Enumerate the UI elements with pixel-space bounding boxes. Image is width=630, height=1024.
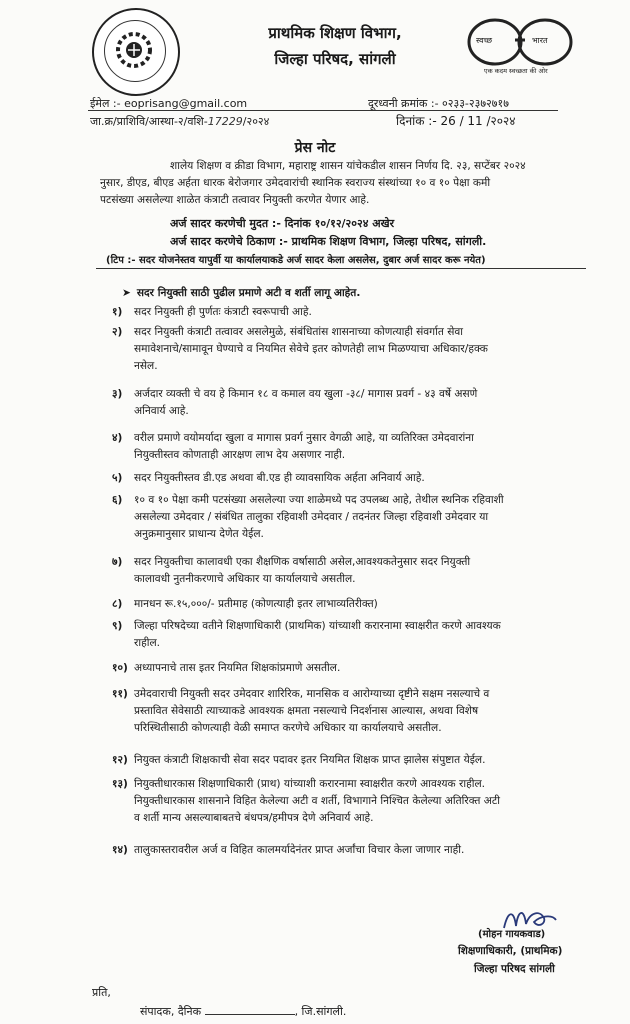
list-item: ८) मानधन रू.१५,०००/- प्रतीमाह (कोणत्याही इतर लाभाव्यतिरीक्त) — [112, 598, 378, 610]
footer-to: प्रति, — [92, 986, 111, 999]
list-item: १४) तालुकास्तरावरील अर्ज व विहित कालमर्यादेनंतर प्राप्त अर्जांचा विचार केला जाणार नाही. — [112, 844, 465, 856]
list-item: २) सदर नियुक्ती कंत्राटी तत्वावर असलेमुळे, संबंधितांस शासनाच्या कोणत्याही संवर्गात सेवा समावेशनाचे/सामावून घेण्याचे व नियमित सेवेचे इतर कोणतेही लाभ मिळण्याचा अधिकार/हक्क नसेल. — [112, 326, 488, 372]
deadline-line: अर्ज सादर करणेची मुदत :- दिनांक १०/१२/२०२४ अखेर — [170, 217, 395, 230]
list-item: १०) अध्यापनाचे तास इतर नियमित शिक्षकांप्रमाणे असतील. — [112, 662, 341, 674]
phone-line: दूरध्वनी क्रमांक :- ०२३३-२३७२७१७ — [368, 97, 509, 110]
phone-number: ०२३३-२३७२७१७ — [442, 97, 509, 110]
list-item: १३) नियुक्तीधारकास शिक्षणाधिकारी (प्राथ) यांच्याशी करारनामा स्वाक्षरीत करणे आवश्यक राहील. नियुक्तीधारकास शासनाने विहित केलेल्या अटी व शर्ती, विभागाने निश्चित केलेल्या अतिरिक्त अटी व शर्ती मान्य असल्याबाबतचे बंधपत्र/हमीपत्र देणे अनिवार्य आहे. — [112, 778, 500, 824]
department-seal — [92, 8, 180, 96]
intro-paragraph: शालेय शिक्षण व क्रीडा विभाग, महाराष्ट्र शासन यांचेकडील शासन निर्णय दि. २३, सप्टेंबर २०२४ नुसार, डीएड, बीएड अर्हता धारक बेरोजगार उमेदवारांची स्थानिक स्वराज्य संस्थांच्या १० व १० पेक्षा कमी पटसंख्या असलेल्या शाळेत कंत्राटी तत्वावर नियुक्ती करणेत येणार आहे. — [100, 160, 526, 206]
office-name — [235, 20, 435, 72]
ref-handwritten: 17229 — [207, 115, 243, 128]
gear-emblem-icon — [92, 8, 176, 92]
signatory-name: (मोहन गायकवाड) — [478, 929, 546, 940]
email-address: eoprisang@gmail.com — [124, 97, 248, 110]
list-item: ९) जिल्हा परिषदेच्या वतीने शिक्षणाधिकारी (प्राथमिक) यांच्याशी करारनामा स्वाक्षरीत करणे आवश्यक राहील. — [112, 620, 501, 649]
header-divider — [88, 110, 558, 111]
footer-addressee: संपादक, दैनिक , जि.सांगली. — [140, 1005, 347, 1018]
list-item: ३) अर्जदार व्यक्ती चे वय हे किमान १८ व कमाल वय खुला -३८/ मागास प्रवर्ग - ४३ वर्षे असणे अनिवार्य आहे. — [112, 388, 478, 417]
note-line: (टिप :- सदर योजनेस्तव यापुर्वी या कार्यालयाकडे अर्ज सादर केला असलेस, दुबार अर्ज सादर करू नयेत) — [106, 255, 486, 266]
bharat-word: भारत — [532, 36, 548, 45]
list-item: ७) सदर नियुक्तीचा कालावधी एका शैक्षणिक वर्षासाठी असेल,आवश्यकतेनुसार सदर नियुक्ती कालावधी नुतनीकरणाचे अधिकार या कार्यालयाचे असतील. — [112, 556, 471, 585]
signatory-office: जिल्हा परिषद सांगली — [474, 963, 555, 975]
list-item: १) सदर नियुक्ती ही पुर्णतः कंत्राटी स्वरूपाची आहे. — [112, 306, 312, 318]
list-item: ५) सदर नियुक्तीस्तव डी.एड अथवा बी.एड ही व्यावसायिक अर्हता अनिवार्य आहे. — [112, 472, 425, 484]
office-line-1: प्राथमिक शिक्षण विभाग, — [268, 24, 402, 42]
swachh-bharat-logo — [460, 14, 590, 78]
date-line: दिनांक :- 26 / 11 /२०२४ — [396, 114, 516, 128]
email-line: ईमेल :- eoprisang@gmail.com — [90, 97, 248, 110]
date-value: 26 / 11 /२०२४ — [440, 114, 516, 128]
list-item: १२) नियुक्त कंत्राटी शिक्षकाची सेवा सदर पदावर इतर नियमित शिक्षक प्राप्त झालेस संपुष्टात येईल. — [112, 754, 486, 766]
signatory-designation: शिक्षणाधिकारी, (प्राथमिक) — [458, 945, 563, 957]
swachh-word: स्वच्छ — [476, 36, 493, 45]
list-item: ६) १० व १० पेक्षा कमी पटसंख्या असलेल्या ज्या शाळेमध्ये पद उपलब्ध आहे, तेथील स्थनिक रहिवाशी असलेल्या उमेदवार / संबंधित तालुका रहिवाशी उमेदवार / तदनंतर जिल्हा रहिवाशी उमेदवार या अनुक्रमानुसार प्राधान्य देणेत येईल. — [112, 494, 504, 540]
reference-number: जा.क्र/प्राशिवि/आस्था-२/वशि-17229/२०२४ — [90, 115, 270, 128]
note-divider — [96, 268, 586, 269]
list-item: ४) वरील प्रमाणे वयोमर्यादा खुला व मागास प्रवर्ग नुसार वेगळी आहे, या व्यतिरिक्त उमेदवारांना नियुक्तीस्तव कोणताही आरक्षण लाभ देय असणार नाही. — [112, 432, 474, 461]
office-line-2: जिल्हा परिषद, सांगली — [274, 50, 396, 68]
conditions-heading: ➤ सदर नियुक्ती साठी पुढील प्रमाणे अटी व शर्ती लागू आहेत. — [122, 287, 361, 299]
swachh-tagline: एक कदम स्वच्छता की ओर — [484, 67, 548, 75]
page-title: प्रेस नोट — [294, 140, 336, 156]
list-item: ११) उमेदवाराची नियुक्ती सदर उमेदवार शारिरिक, मानसिक व आरोग्याच्या दृष्टीने सक्षम नसल्याचे व प्रस्तावित सेवेसाठी त्याच्याकडे आवश्यक क्षमता नसल्याचे निदर्शनास आल्यास, अथवा विशेष परिस्थितीसाठी कोणत्याही वेळी समाप्त करणेचे अधिकार या कार्यालयाचे असतील. — [112, 688, 490, 734]
address-line: अर्ज सादर करणेचे ठिकाण :- प्राथमिक शिक्षण विभाग, जिल्हा परिषद, सांगली. — [170, 235, 487, 248]
